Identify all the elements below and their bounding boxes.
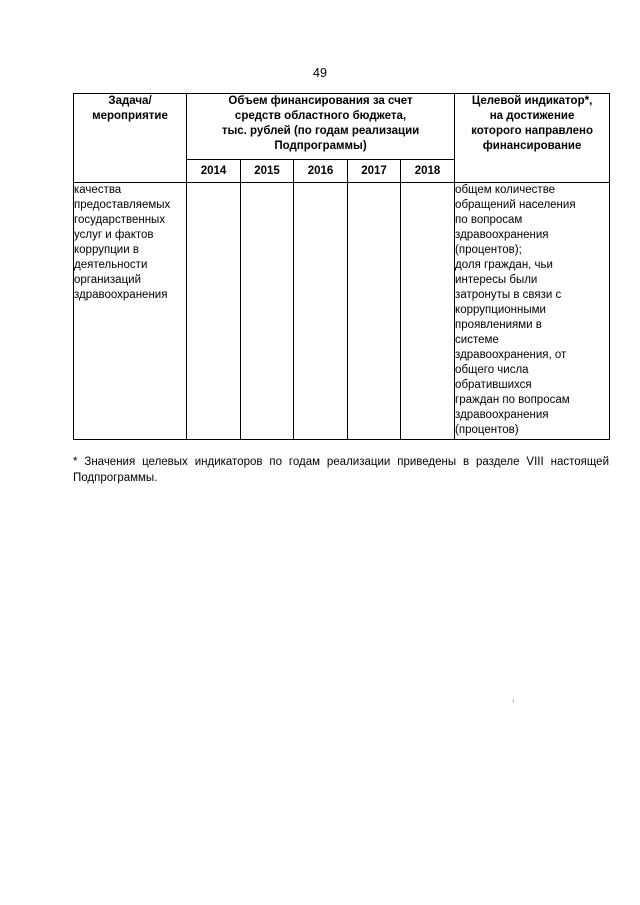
footnote: * Значения целевых индикаторов по годам реализации приведены в разделе VIII настоящей Подпрограммы. xyxy=(73,456,609,484)
header-indicator: Целевой индикатор*, на достижение которого направлено финансирование xyxy=(455,94,610,183)
value-cell-2014 xyxy=(187,183,241,440)
header-year-2016: 2016 xyxy=(294,160,348,183)
task-cell: качества предоставляемых государственных услуг и фактов коррупции в деятельности организаций здравоохранения xyxy=(74,183,187,440)
value-cell-2017 xyxy=(348,183,401,440)
page-number: 49 xyxy=(313,66,327,80)
table-header-row xyxy=(74,94,610,160)
value-cell-2018 xyxy=(401,183,455,440)
header-task: Задача/ мероприятие xyxy=(74,94,187,183)
indicator-cell: общем количестве обращений населения по вопросам здравоохранения (процентов); доля граждан, чьи интересы были затронуты в связи с коррупционными проявлениями в системе здравоохранения, от общего числа обратившихся граждан по вопросам здравоохранения (процентов) xyxy=(455,183,610,440)
header-year-2018: 2018 xyxy=(401,160,455,183)
header-year-2015: 2015 xyxy=(241,160,294,183)
table-row xyxy=(74,183,610,440)
financing-table xyxy=(73,93,610,440)
header-year-2017: 2017 xyxy=(348,160,401,183)
scan-speck xyxy=(513,699,514,703)
value-cell-2016 xyxy=(294,183,348,440)
header-funding: Объем финансирования за счет средств областного бюджета, тыс. рублей (по годам реализации Подпрограммы) xyxy=(187,94,455,160)
value-cell-2015 xyxy=(241,183,294,440)
header-year-2014: 2014 xyxy=(187,160,241,183)
